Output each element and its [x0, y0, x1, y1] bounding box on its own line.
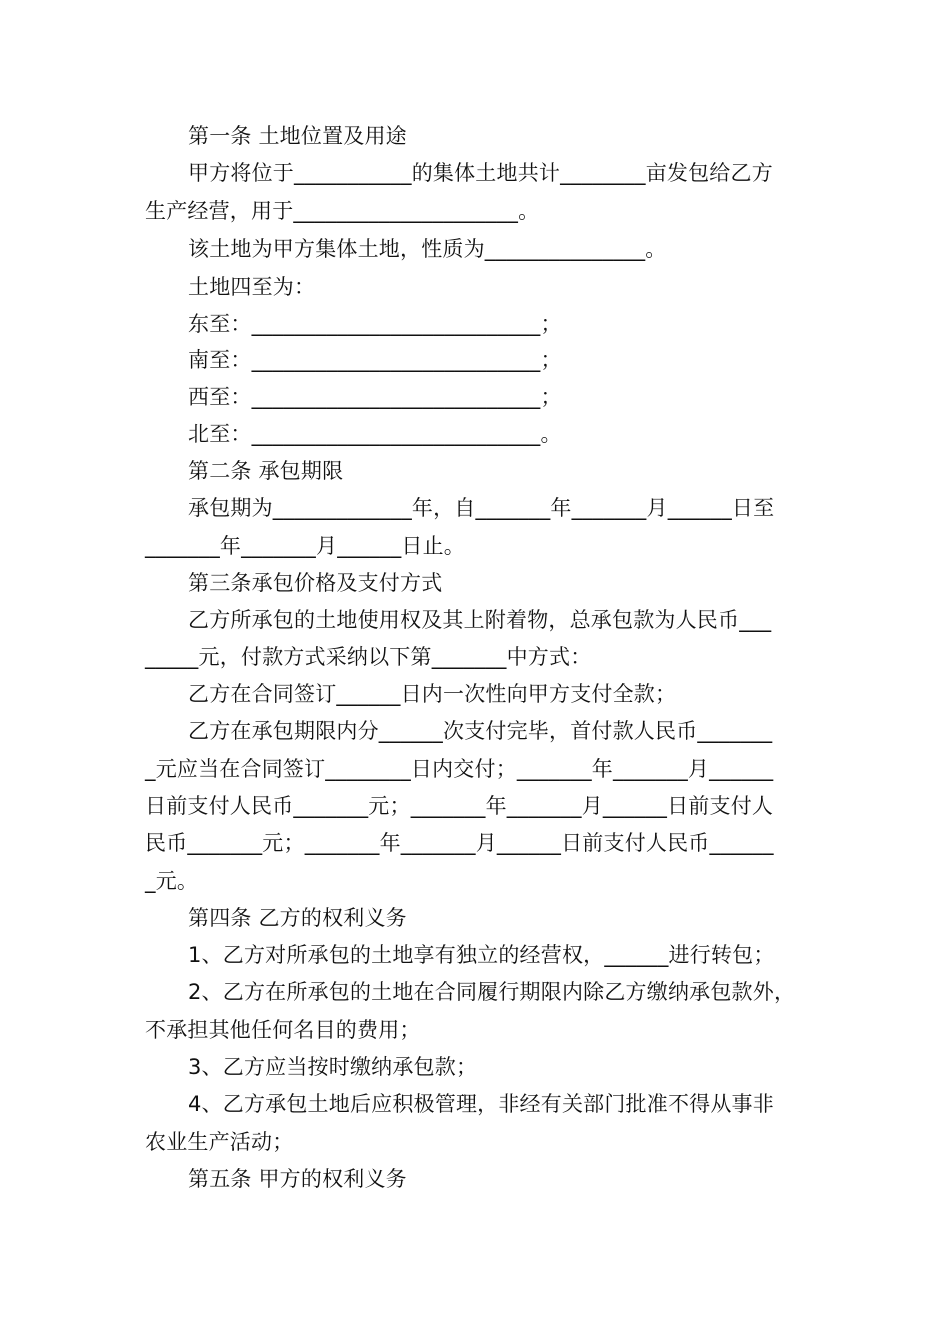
paragraph-line: _元应当在合同签订________日内交付；_______年_______月______ — [145, 757, 774, 781]
paragraph-line: 甲方将位于___________的集体土地共计________亩发包给乙方 — [188, 161, 773, 185]
article-1-heading: 第一条 土地位置及用途 — [188, 124, 407, 148]
paragraph-line: 日前支付人民币_______元；_______年_______月______日前支付人 — [145, 794, 774, 818]
list-item: 3、乙方应当按时缴纳承包款； — [188, 1055, 478, 1079]
list-item: 2、乙方在所承包的土地在合同履行期限内除乙方缴纳承包款外， — [188, 980, 796, 1004]
boundary-east-line: 东至：___________________________； — [188, 312, 562, 336]
article-3-heading: 第三条承包价格及支付方式 — [188, 571, 443, 595]
paragraph-line: 乙方在合同签订______日内一次性向甲方支付全款； — [188, 682, 677, 706]
paragraph-line: 生产经营，用于_____________________。 — [145, 199, 540, 223]
paragraph-line: 土地四至为： — [188, 275, 316, 299]
paragraph-line: 该土地为甲方集体土地，性质为_______________。 — [188, 237, 667, 261]
paragraph-line: 承包期为_____________年，自_______年_______月______日至 — [188, 496, 775, 520]
paragraph-line: 农业生产活动； — [145, 1130, 294, 1154]
paragraph-line: 民币_______元；_______年_______月______日前支付人民币______ — [145, 831, 774, 855]
boundary-north-line: 北至：___________________________。 — [188, 422, 562, 446]
list-item: 4、乙方承包土地后应积极管理，非经有关部门批准不得从事非 — [188, 1092, 774, 1116]
paragraph-line: _____元，付款方式采纳以下第_______中方式： — [145, 645, 592, 669]
paragraph-line: _元。 — [145, 869, 199, 893]
article-5-heading: 第五条 甲方的权利义务 — [188, 1167, 407, 1191]
paragraph-line: 乙方在承包期限内分______次支付完毕，首付款人民币_______ — [188, 719, 773, 743]
article-4-heading: 第四条 乙方的权利义务 — [188, 906, 407, 930]
boundary-south-line: 南至：___________________________； — [188, 348, 562, 372]
article-2-heading: 第二条 承包期限 — [188, 459, 344, 483]
boundary-west-line: 西至：___________________________； — [188, 385, 562, 409]
list-item: 1、乙方对所承包的土地享有独立的经营权，______进行转包； — [188, 943, 775, 967]
paragraph-line: 乙方所承包的土地使用权及其上附着物，总承包款为人民币___ — [188, 608, 772, 632]
paragraph-line: _______年_______月______日止。 — [145, 534, 465, 558]
paragraph-line: 不承担其他任何名目的费用； — [145, 1018, 421, 1042]
